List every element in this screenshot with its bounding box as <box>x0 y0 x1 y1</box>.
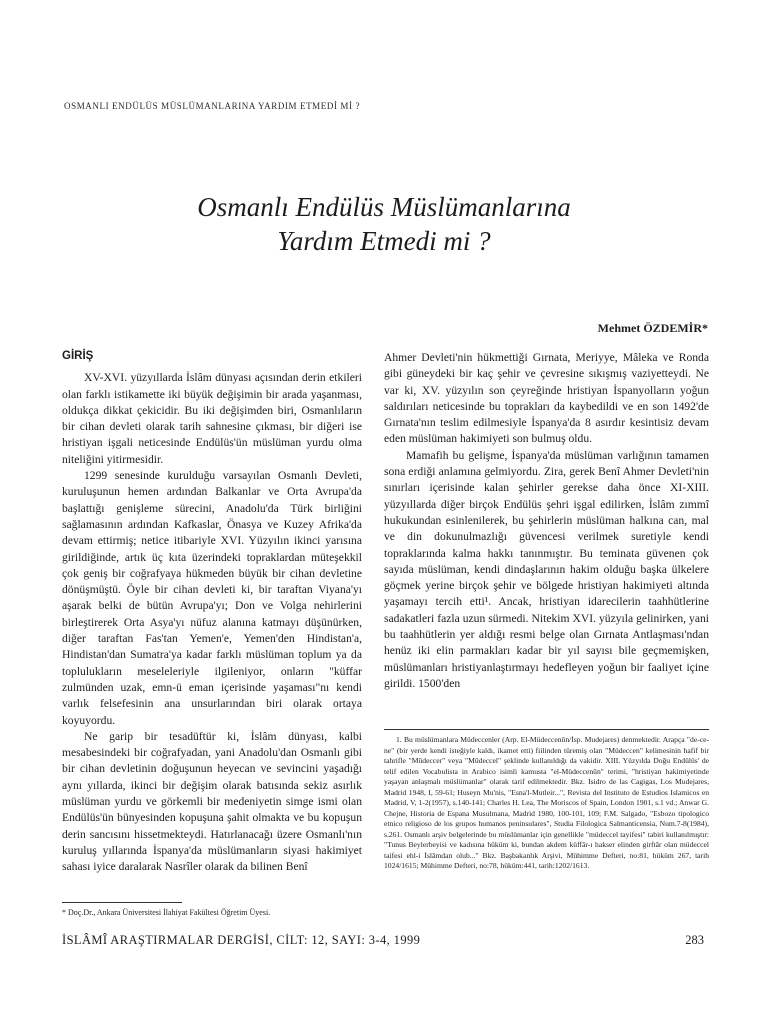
journal-footer: İSLÂMÎ ARAŞTIRMALAR DERGİSİ, CİLT: 12, SAYI: 3-4, 1999 <box>62 933 421 947</box>
paragraph: Mamafih bu gelişme, İspanya'da müslüman varlığının tamamen sona erdiği anlamına gelmiyordu. Zira, gerek Benî Ahmer Devleti'nin sınırları içerisinde kalan şehirler gerekse daha önce XI-XIII. yüzyıllarda diğer birçok Endülüs şehri işgal edilirken, İslâm zımmî hukukundan esinlenilerek, bu şehirlerin müslüman halkına can, mal ve din dokunulmazlığı güvencesi verilmek suretiyle kendi topraklarında kalma hakkı tanınmıştır. Bu teminata güvenen çok sayıda müslüman, kendi dindaşlarının hakim olduğu başka ülkelere göçmek yerine birçok şehir ve bölgede hristiyan hakimiyeti altında yaşamayı tercih etti¹. Ancak, hristiyan idarecilerin taahhütlerine sadakatleri fazla uzun sürmedi. Nitekim XVI. yüzyıla gelinirken, yani bu taahhütlerin yer aldığı resmi belge olan Gırnata Antlaşması'ndan henüz iki elin parmakları kadar bir yıl sayısı bile geçmemişken, müslümanları hristiyanlaştırmayı hedefleyen yoğun bir faaliyet içine girildi. 1500'den <box>384 448 709 690</box>
running-head: OSMANLI ENDÜLÜS MÜSLÜMANLARINA YARDIM ETMEDİ Mİ ? <box>64 101 361 111</box>
title-line-1: Osmanlı Endülüs Müslümanlarına <box>197 192 571 222</box>
footnote-text: 1. Bu müslümanlara Müdeccenler (Arp. El-Müdeccenûn/İsp. Mudejares) denmektedir. Arapça "de-ce-ne" (bir yerde kendi isteğiyle kaldı, ikamet etti) fiilinden türemiş olan "Müdeccen" kelimesinin hafif bir tahrifle "Mûdeccer" veya "Mûdeccel" şeklinde kullanıldığı da vakidir. XIII. Yüzyılda Doğu Endülüs' de telif edilen Vocabulista in Arabico isimli kamusta "el-Müdeccenûn" terimi, "hristiyan hakimiyetinde yaşayan anlaşmalı müslümanlar" olarak tarif edilmektedir. Bkz. Isidro de las Cagigas, Los Mudejares, Madrid 1948, I, 59-61; Huseyn Mu'nis, "Esna'l-Mutleir...", Revista del Instituto de Estudios Islamicos en Madrid, V, 1-2(1957), s.140-141; Charles H. Lea, The Moriscos of Spain, London 1901, s.1 vd.; Anwar G. Chejne, Historia de Espana Musulmana, Madrid 1980, 100-101, 109; F.M. Salgado, "Esbozo tipologico etnico religioso de los grupos humanos peninsulares", Studia Filologica Salmanticensia, Num.7-8(1984), s.261. Osmanlı arşiv belgelerinde bu müslümanlar için genellikle "müdeccel tayifesi" tabiri kullanılmıştır: "Tunus Beylerbeyisi ve kadısına hüküm ki, bundan akdem küffâr-ı hakser elinden girftâr olan müdeccel taifesi ehl-i İslâmdan olub..." Bkz. Başbakanlık Arşivi, Mühimme Defteri, no:81, hüküm 267, tarih 1024/1615; Mühimme Defteri, no:78, hüküm:441, tarih:1202/1613. <box>384 735 709 870</box>
footnote-1 <box>384 735 709 925</box>
section-heading: GİRİŞ <box>62 350 94 362</box>
paragraph: 1299 senesinde kurulduğu varsayılan Osmanlı Devleti, kuruluşunun hemen ardından Balkanlar ve Orta Avrupa'da başlattığı genişleme sürecini, Anadolu'da Türk birliğini sağlamasının ardından Kafkaslar, Önasya ve Kuzey Afrika'da devam ettirmiş; netice itibariyle XVI. Yüzyılın ikinci yarısına girildiğinde, artık üç kıta üzerindeki topraklardan müteşekkil çok geniş bir coğrafyaya hükmeden büyük bir cihan devletine dönüşmüştü. Öyle bir cihan devleti ki, bir taraftan Viyana'yı aşarak belki de bütün Avrupa'yı; Don ve Volga nehirlerini birleştirerek Orta Asya'yı nüfuz alanına katmayı düşünürken, diğer taraftan Fas'tan Yemen'e, Yemen'den Hindistan'a, Hindistan'dan Sumatra'ya kadar farklı müslüman toplum ya da toplulukların meseleleriyle ilgileniyor, onların "küffar zulmünden uzak, emn-ü eman içerisinde yaşaması"nı kendi varlık felsefesinin ana unsurlarından biri olarak ortaya koyuyordu. <box>62 469 362 727</box>
author-name: Mehmet ÖZDEMİR* <box>597 321 708 335</box>
article-title <box>0 190 768 258</box>
title-line-2: Yardım Etmedi mi ? <box>277 226 491 256</box>
footnote-rule-left <box>62 902 182 903</box>
paragraph: Ne garip bir tesadüftür ki, İslâm dünyası, kalbi mesabesindeki bir coğrafyadan, yani Anadolu'dan Osmanlı gibi bir cihan devletinin doğuşunun heyecan ve sevincini yaşadığı aynı yıllarda, ikinci bir değişim olarak batısında sekiz asırlık müslüman yurdu ve görkemli bir medeniyetin simge ismi olan Endülüs'ün bünyesinden kopuşuna şahit olmakta ve bu kopuşun derin sancısını hissetmekteydi. Hatırlanacağı üzere Osmanlı'nın kuruluş yıllarında İspanya'da müslümanların siyasi hakimiyet sahası iyice daralarak Nasrîler olarak da bilinen Benî <box>62 729 362 874</box>
page-number: 283 <box>685 933 704 947</box>
author-footnote: * Doç.Dr., Ankara Üniversitesi İlahiyat Fakültesi Öğretim Üyesi. <box>62 908 271 917</box>
left-column <box>62 348 362 894</box>
paragraph: Ahmer Devleti'nin hükmettiği Gırnata, Meriyye, Mâleka ve Ronda gibi güneydeki bir kaç şehir ve çevresine sıkışmış vaziyetteydi. Ne var ki, XV. yüzyılın son çeyreğinde hristiyan İspanyolların yoğun saldırıları neticesinde bu toprakları da kaybedildi ve en son 1492'de Gırnata'nın teslim edilmesiyle İspanya'da 8 asırdır kesintisiz devam eden müslüman hakimiyeti son bulmuş oldu. <box>384 351 709 446</box>
right-column <box>384 350 709 722</box>
footnote-rule-right <box>384 729 709 730</box>
paragraph: XV-XVI. yüzyıllarda İslâm dünyası açısından derin etkileri olan farklı istikamette iki büyük değişimin bir arada yaşanması, oldukça dikkat çekicidir. Bu iki değişimden biri, Osmanlıların bir cihan devleti olarak tarih sahnesine çıkması, bir diğeri ise hristiyan işgali neticesinde Endülüs'ün müslüman yurdu olma niteliğini yitirmesidir. <box>62 371 362 466</box>
